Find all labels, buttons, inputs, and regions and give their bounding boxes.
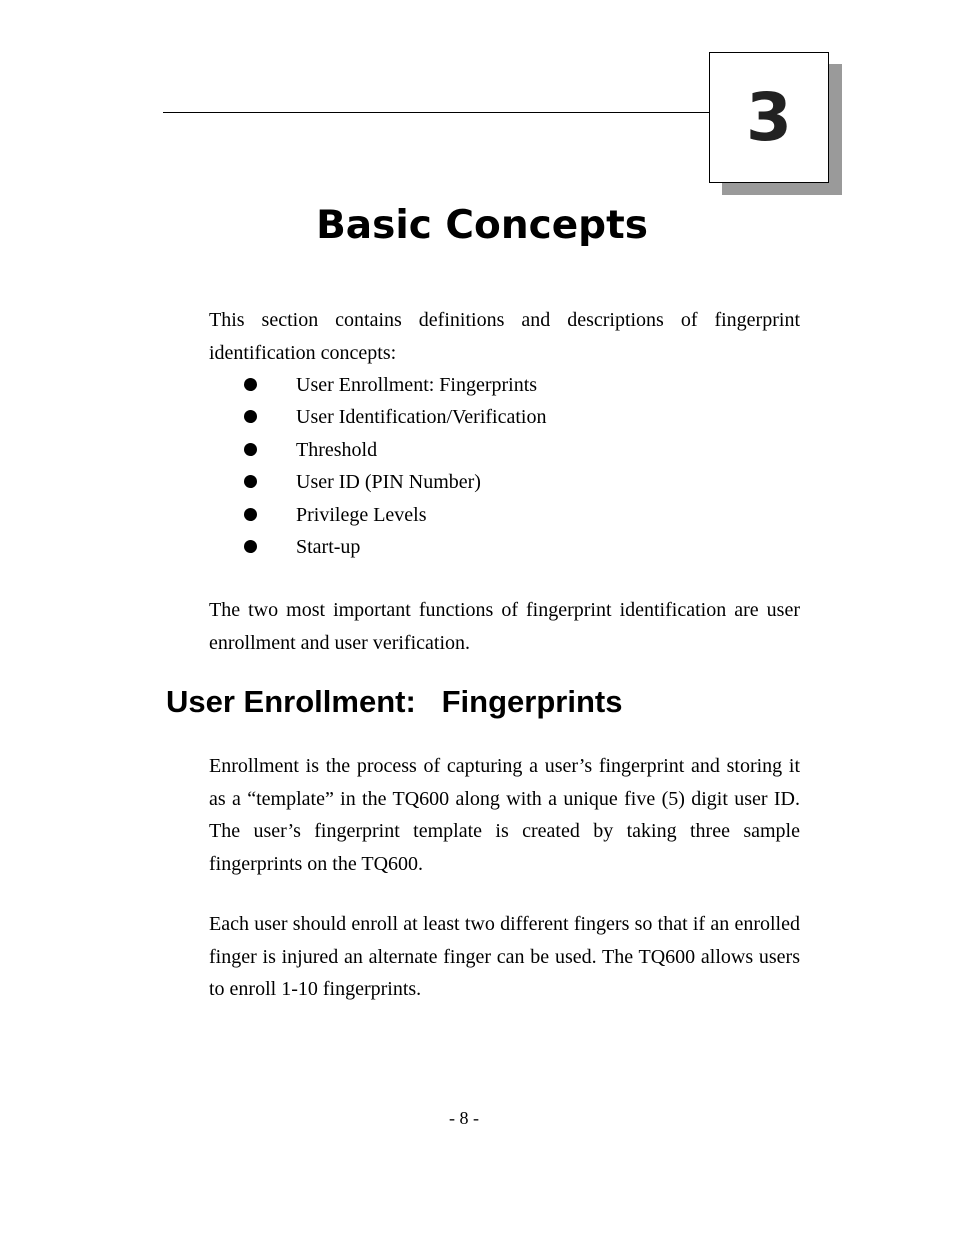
summary-paragraph: The two most important functions of fingerprint identification are user enrollment and user verification.	[209, 599, 800, 654]
bullet-icon	[244, 410, 257, 423]
list-item-label: Privilege Levels	[296, 503, 427, 526]
intro-paragraph: This section contains definitions and descriptions of fingerprint identification concepts:	[209, 309, 800, 364]
chapter-number-box	[709, 52, 829, 183]
enrollment-paragraph: Enrollment is the process of capturing a user’s fingerprint and storing it as a “template” in the TQ600 along with a unique five (5) digit user ID. The user’s fingerprint template is created by taking three sample fingerprints on the TQ600.	[209, 755, 800, 875]
bullet-icon	[244, 378, 257, 391]
bullet-icon	[244, 475, 257, 488]
page-number: - 8 -	[449, 1108, 479, 1128]
multi-finger-paragraph: Each user should enroll at least two different fingers so that if an enrolled finger is injured an alternate finger can be used. The TQ600 allows users to enroll 1-10 fingerprints.	[209, 913, 800, 1000]
chapter-title: Basic Concepts	[316, 203, 648, 248]
list-item-label: Threshold	[296, 438, 378, 461]
section-heading: User Enrollment: Fingerprints	[166, 684, 623, 719]
list-item-label: Start-up	[296, 535, 361, 558]
list-item-label: User Identification/Verification	[296, 406, 547, 429]
bullet-icon	[244, 508, 257, 521]
bullet-icon	[244, 540, 257, 553]
list-item-label: User ID (PIN Number)	[296, 471, 481, 494]
chapter-header-rule	[163, 112, 710, 113]
list-item-label: User Enrollment: Fingerprints	[296, 374, 538, 396]
chapter-number: 3	[746, 79, 792, 156]
bullet-icon	[244, 443, 257, 456]
